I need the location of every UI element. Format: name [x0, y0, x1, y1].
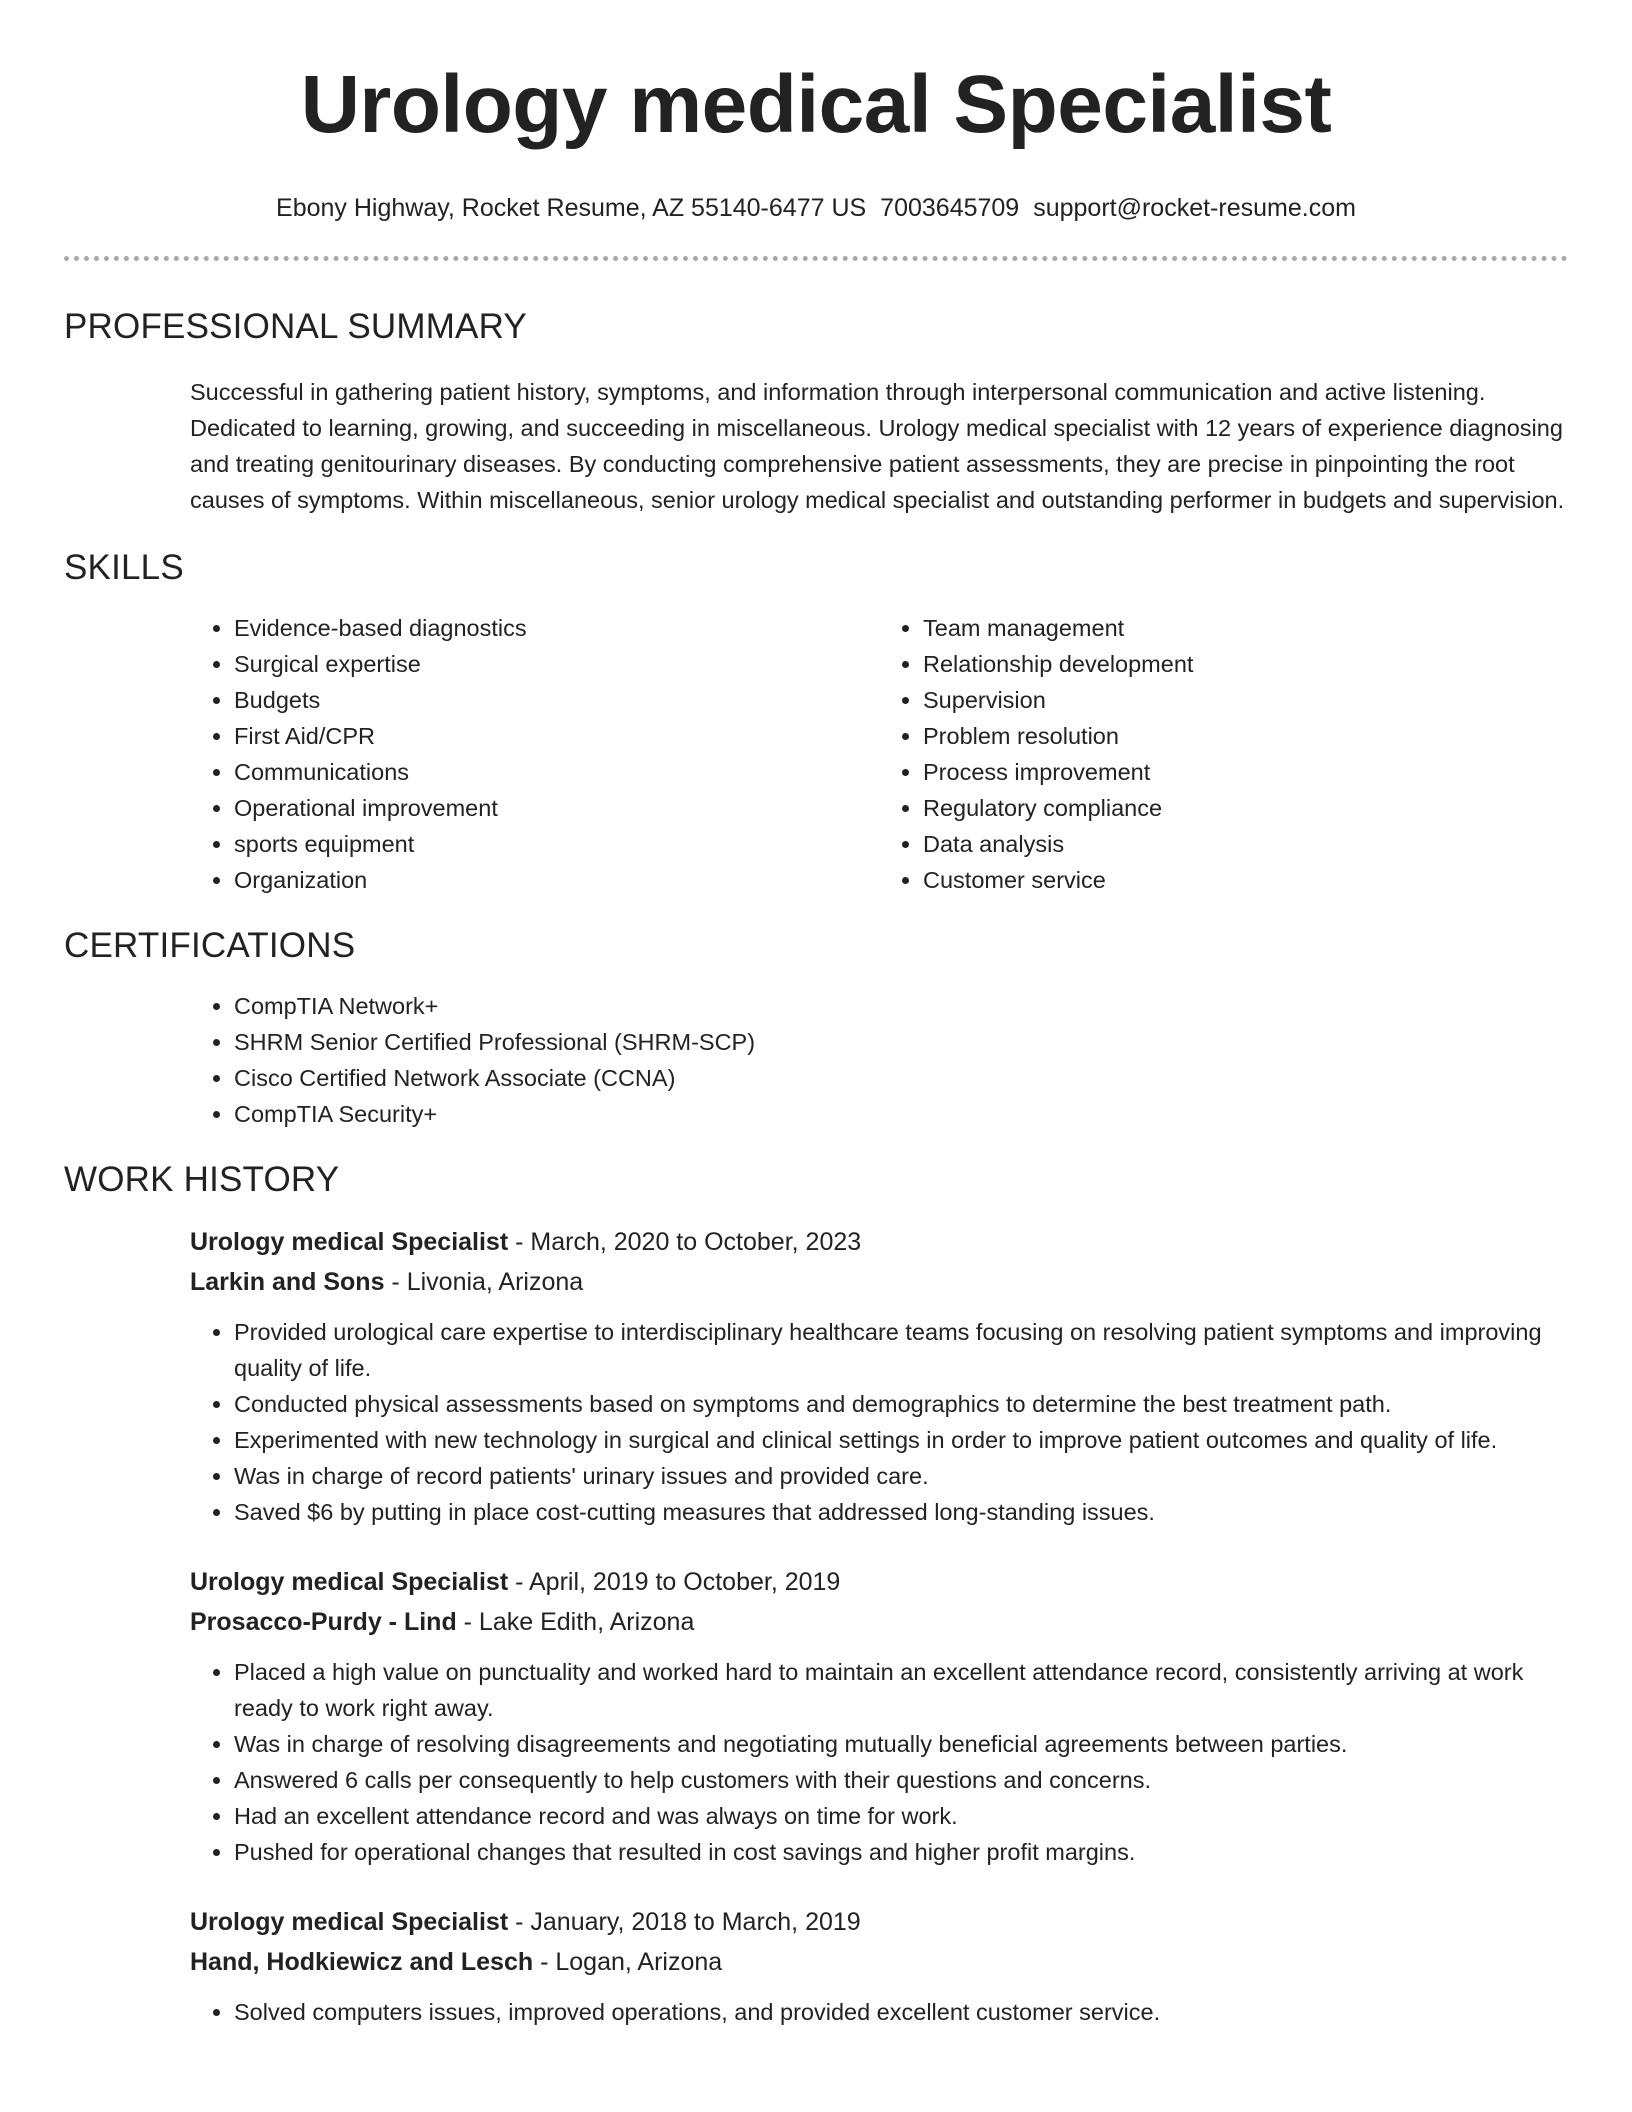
job-dates: - March, 2020 to October, 2023 — [508, 1228, 862, 1256]
job-bullet: • Experimented with new technology in surgical and clinical settings in order to improve patient outcomes and quality of life. — [234, 1422, 1568, 1458]
summary-text: Successful in gathering patient history, symptoms, and information through interpersonal communication and active listening. Dedicated to learning, growing, and succeeding in miscellaneous. Urology medical specialist with 12 years of experience diagnosing and treating genitourinary diseases. By conducting comprehensive patient assessments, they are precise in pinpointing the root causes of symptoms. Within miscellaneous, senior urology medical specialist and outstanding performer in budgets and supervision. — [190, 379, 1565, 513]
job-location: - Livonia, Arizona — [384, 1268, 584, 1296]
skill-item: • Data analysis — [923, 826, 1568, 862]
contact-line — [64, 192, 1568, 224]
job-company: Larkin and Sons — [190, 1268, 385, 1296]
job-bullet: • Pushed for operational changes that resulted in cost savings and higher profit margins. — [234, 1834, 1568, 1870]
job-company-line — [190, 1262, 1568, 1302]
certification-item: • CompTIA Network+ — [234, 988, 1568, 1024]
skill-item: • Process improvement — [923, 754, 1568, 790]
job-bullets — [190, 1314, 1568, 1530]
job-bullet: • Placed a high value on punctuality and worked hard to maintain an excellent attendance record, consistently arriving at work ready to work right away. — [234, 1654, 1568, 1726]
summary-heading: PROFESSIONAL SUMMARY — [64, 307, 527, 346]
contact-phone: 7003645709 — [880, 194, 1020, 222]
job-bullet: • Was in charge of resolving disagreements and negotiating mutually beneficial agreements between parties. — [234, 1726, 1568, 1762]
skill-item: • Customer service — [923, 862, 1568, 898]
work-history-section — [64, 1158, 1568, 2030]
summary-section — [64, 305, 1568, 518]
skill-item: • Budgets — [234, 682, 879, 718]
certification-item: • Cisco Certified Network Associate (CCNA) — [234, 1060, 1568, 1096]
job-company-line — [190, 1602, 1568, 1642]
job-location: - Logan, Arizona — [533, 1948, 723, 1976]
work-history-heading: WORK HISTORY — [64, 1160, 340, 1199]
certification-item: • CompTIA Security+ — [234, 1096, 1568, 1132]
skills-list-right — [879, 610, 1568, 898]
job-entry — [190, 1902, 1568, 2030]
job-company-line — [190, 1942, 1568, 1982]
skill-item: • Team management — [923, 610, 1568, 646]
job-bullet: • Had an excellent attendance record and was always on time for work. — [234, 1798, 1568, 1834]
job-bullet: • Saved $6 by putting in place cost-cutting measures that addressed long-standing issues. — [234, 1494, 1568, 1530]
skill-item: • First Aid/CPR — [234, 718, 879, 754]
certifications-list — [190, 988, 1568, 1132]
job-company: Prosacco-Purdy - Lind — [190, 1608, 457, 1636]
job-title: Urology medical Specialist — [190, 1908, 509, 1936]
skill-item: • Surgical expertise — [234, 646, 879, 682]
resume-page — [64, 0, 1568, 2030]
job-title-line — [190, 1222, 1568, 1262]
job-bullets — [190, 1994, 1568, 2030]
job-title: Urology medical Specialist — [190, 1568, 509, 1596]
contact-address: Ebony Highway, Rocket Resume, AZ 55140-6477 US — [276, 194, 867, 222]
skill-item: • Supervision — [923, 682, 1568, 718]
job-bullet: • Conducted physical assessments based on symptoms and demographics to determine the best treatment path. — [234, 1386, 1568, 1422]
skills-list-left — [190, 610, 879, 898]
job-title-line — [190, 1902, 1568, 1942]
job-dates: - April, 2019 to October, 2019 — [508, 1568, 841, 1596]
job-company: Hand, Hodkiewicz and Lesch — [190, 1948, 534, 1976]
skill-item: • Organization — [234, 862, 879, 898]
job-bullet: • Answered 6 calls per consequently to help customers with their questions and concerns. — [234, 1762, 1568, 1798]
contact-email: support@rocket-resume.com — [1033, 194, 1356, 222]
skills-heading: SKILLS — [64, 548, 184, 587]
job-title-line — [190, 1562, 1568, 1602]
skill-item: • Communications — [234, 754, 879, 790]
job-bullet: • Was in charge of record patients' urinary issues and provided care. — [234, 1458, 1568, 1494]
skill-item: • Relationship development — [923, 646, 1568, 682]
job-entry — [190, 1562, 1568, 1870]
certifications-section — [64, 924, 1568, 1132]
certification-item: • SHRM Senior Certified Professional (SHRM-SCP) — [234, 1024, 1568, 1060]
skill-item: • Problem resolution — [923, 718, 1568, 754]
certifications-heading: CERTIFICATIONS — [64, 926, 356, 965]
skill-item: • sports equipment — [234, 826, 879, 862]
header-divider — [64, 256, 1568, 261]
job-location: - Lake Edith, Arizona — [456, 1608, 695, 1636]
job-title: Urology medical Specialist — [190, 1228, 509, 1256]
skills-section — [64, 546, 1568, 898]
candidate-name: Urology medical Specialist — [300, 59, 1332, 150]
job-dates: - January, 2018 to March, 2019 — [508, 1908, 861, 1936]
job-entry — [190, 1222, 1568, 1530]
skill-item: • Evidence-based diagnostics — [234, 610, 879, 646]
skill-item: • Regulatory compliance — [923, 790, 1568, 826]
skills-columns — [190, 610, 1568, 898]
job-bullet: • Solved computers issues, improved operations, and provided excellent customer service. — [234, 1994, 1568, 2030]
job-bullet: • Provided urological care expertise to interdisciplinary healthcare teams focusing on resolving patient symptoms and improving quality of life. — [234, 1314, 1568, 1386]
skill-item: • Operational improvement — [234, 790, 879, 826]
job-bullets — [190, 1654, 1568, 1870]
